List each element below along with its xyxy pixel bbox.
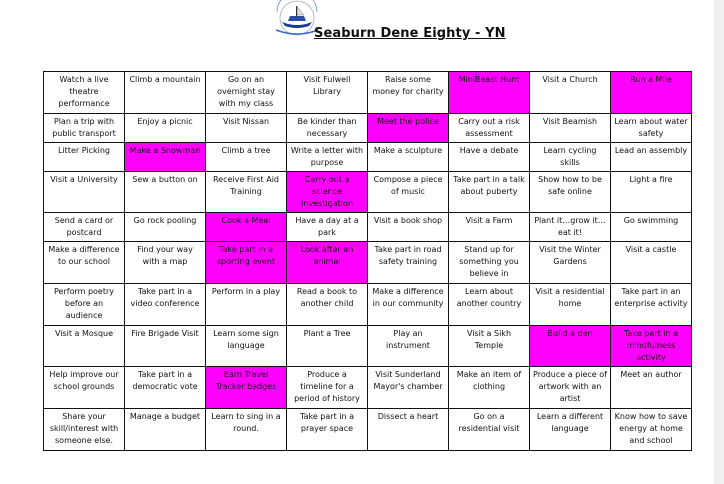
grid-cell: Share your skill/interest with someone else.	[44, 409, 125, 451]
grid-cell: Visit Beamish	[530, 113, 611, 142]
grid-cell: Make a difference in our community	[368, 283, 449, 325]
grid-cell: Meet an author	[611, 367, 692, 409]
grid-cell: Learn cycling skills	[530, 142, 611, 171]
grid-cell: Take part in road safety training	[368, 242, 449, 284]
grid-cell: Visit a Farm	[449, 213, 530, 242]
activity-grid	[43, 71, 692, 451]
grid-cell: Visit a residential home	[530, 283, 611, 325]
grid-cell: Meet the police	[368, 113, 449, 142]
grid-cell: Cook a Meal	[206, 213, 287, 242]
grid-cell: Earn Travel Tracker badges	[206, 367, 287, 409]
grid-cell: Perform poetry before an audience	[44, 283, 125, 325]
grid-cell: Learn some sign language	[206, 325, 287, 367]
grid-cell: Watch a live theatre performance	[44, 72, 125, 114]
grid-row	[44, 171, 692, 213]
grid-cell: Raise some money for charity	[368, 72, 449, 114]
grid-cell: Light a fire	[611, 171, 692, 213]
grid-cell: Lead an assembly	[611, 142, 692, 171]
grid-cell: Perform in a play	[206, 283, 287, 325]
grid-cell: Visit a book shop	[368, 213, 449, 242]
grid-cell: Run a Mile	[611, 72, 692, 114]
grid-cell: Find your way with a map	[125, 242, 206, 284]
window-edge	[714, 0, 724, 484]
grid-cell: Produce a piece of artwork with an artist	[530, 367, 611, 409]
grid-cell: Be kinder than necessary	[287, 113, 368, 142]
grid-row	[44, 113, 692, 142]
grid-cell: Sew a button on	[125, 171, 206, 213]
grid-cell: Visit the Winter Gardens	[530, 242, 611, 284]
grid-cell: Learn about water safety	[611, 113, 692, 142]
grid-cell: Take part in a mindfulness activity	[611, 325, 692, 367]
grid-cell: Take part in a sporting event	[206, 242, 287, 284]
grid-cell: Enjoy a picnic	[125, 113, 206, 142]
grid-cell: Have a day at a park	[287, 213, 368, 242]
grid-row	[44, 213, 692, 242]
grid-cell: Write a letter with purpose	[287, 142, 368, 171]
grid-row	[44, 242, 692, 284]
grid-row	[44, 283, 692, 325]
grid-cell: Go swimming	[611, 213, 692, 242]
grid-cell: Dissect a heart	[368, 409, 449, 451]
grid-cell: Visit a University	[44, 171, 125, 213]
grid-row	[44, 367, 692, 409]
grid-cell: Make a difference to our school	[44, 242, 125, 284]
grid-row	[44, 72, 692, 114]
grid-cell: MiniBeast Hunt	[449, 72, 530, 114]
grid-row	[44, 142, 692, 171]
grid-cell: Stand up for something you believe in	[449, 242, 530, 284]
grid-cell: Have a debate	[449, 142, 530, 171]
grid-cell: Learn about another country	[449, 283, 530, 325]
grid-cell: Climb a mountain	[125, 72, 206, 114]
grid-cell: Visit a Sikh Temple	[449, 325, 530, 367]
grid-cell: Take part in a video conference	[125, 283, 206, 325]
grid-cell: Plant it…grow it…eat it!	[530, 213, 611, 242]
grid-cell: Climb a tree	[206, 142, 287, 171]
grid-cell: Produce a timeline for a period of history	[287, 367, 368, 409]
grid-cell: Take part in a talk about puberty	[449, 171, 530, 213]
grid-row	[44, 409, 692, 451]
grid-cell: Send a card or postcard	[44, 213, 125, 242]
grid-cell: Plant a Tree	[287, 325, 368, 367]
grid-cell: Take part in a democratic vote	[125, 367, 206, 409]
grid-cell: Take part in an enterprise activity	[611, 283, 692, 325]
grid-cell: Take part in a prayer space	[287, 409, 368, 451]
grid-row	[44, 325, 692, 367]
grid-cell: Litter Picking	[44, 142, 125, 171]
grid-cell: Visit Fulwell Library	[287, 72, 368, 114]
grid-cell: Play an instrument	[368, 325, 449, 367]
grid-cell: Know how to save energy at home and school	[611, 409, 692, 451]
grid-cell: Visit a Mosque	[44, 325, 125, 367]
grid-cell: Help improve our school grounds	[44, 367, 125, 409]
grid-cell: Fire Brigade Visit	[125, 325, 206, 367]
grid-cell: Go on an overnight stay with my class	[206, 72, 287, 114]
grid-cell: Show how to be safe online	[530, 171, 611, 213]
grid-cell: Make a Snowman	[125, 142, 206, 171]
grid-cell: Carry out a risk assessment	[449, 113, 530, 142]
grid-cell: Make an item of clothing	[449, 367, 530, 409]
grid-cell: Visit a Church	[530, 72, 611, 114]
grid-cell: Read a book to another child	[287, 283, 368, 325]
grid-cell: Learn to sing in a round.	[206, 409, 287, 451]
grid-cell: Receive First Aid Training	[206, 171, 287, 213]
grid-cell: Visit Nissan	[206, 113, 287, 142]
grid-cell: Go rock pooling	[125, 213, 206, 242]
grid-cell: Plan a trip with public transport	[44, 113, 125, 142]
grid-cell: Learn a different language	[530, 409, 611, 451]
grid-cell: Compose a piece of music	[368, 171, 449, 213]
grid-cell: Carry out a science investigation	[287, 171, 368, 213]
grid-cell: Look after an animal	[287, 242, 368, 284]
grid-cell: Manage a budget	[125, 409, 206, 451]
page-title: Seaburn Dene Eighty - YN	[314, 26, 506, 41]
grid-cell: Go on a residential visit	[449, 409, 530, 451]
grid-cell: Make a sculpture	[368, 142, 449, 171]
grid-cell: Visit Sunderland Mayor's chamber	[368, 367, 449, 409]
grid-cell: Build a den	[530, 325, 611, 367]
grid-cell: Visit a castle	[611, 242, 692, 284]
